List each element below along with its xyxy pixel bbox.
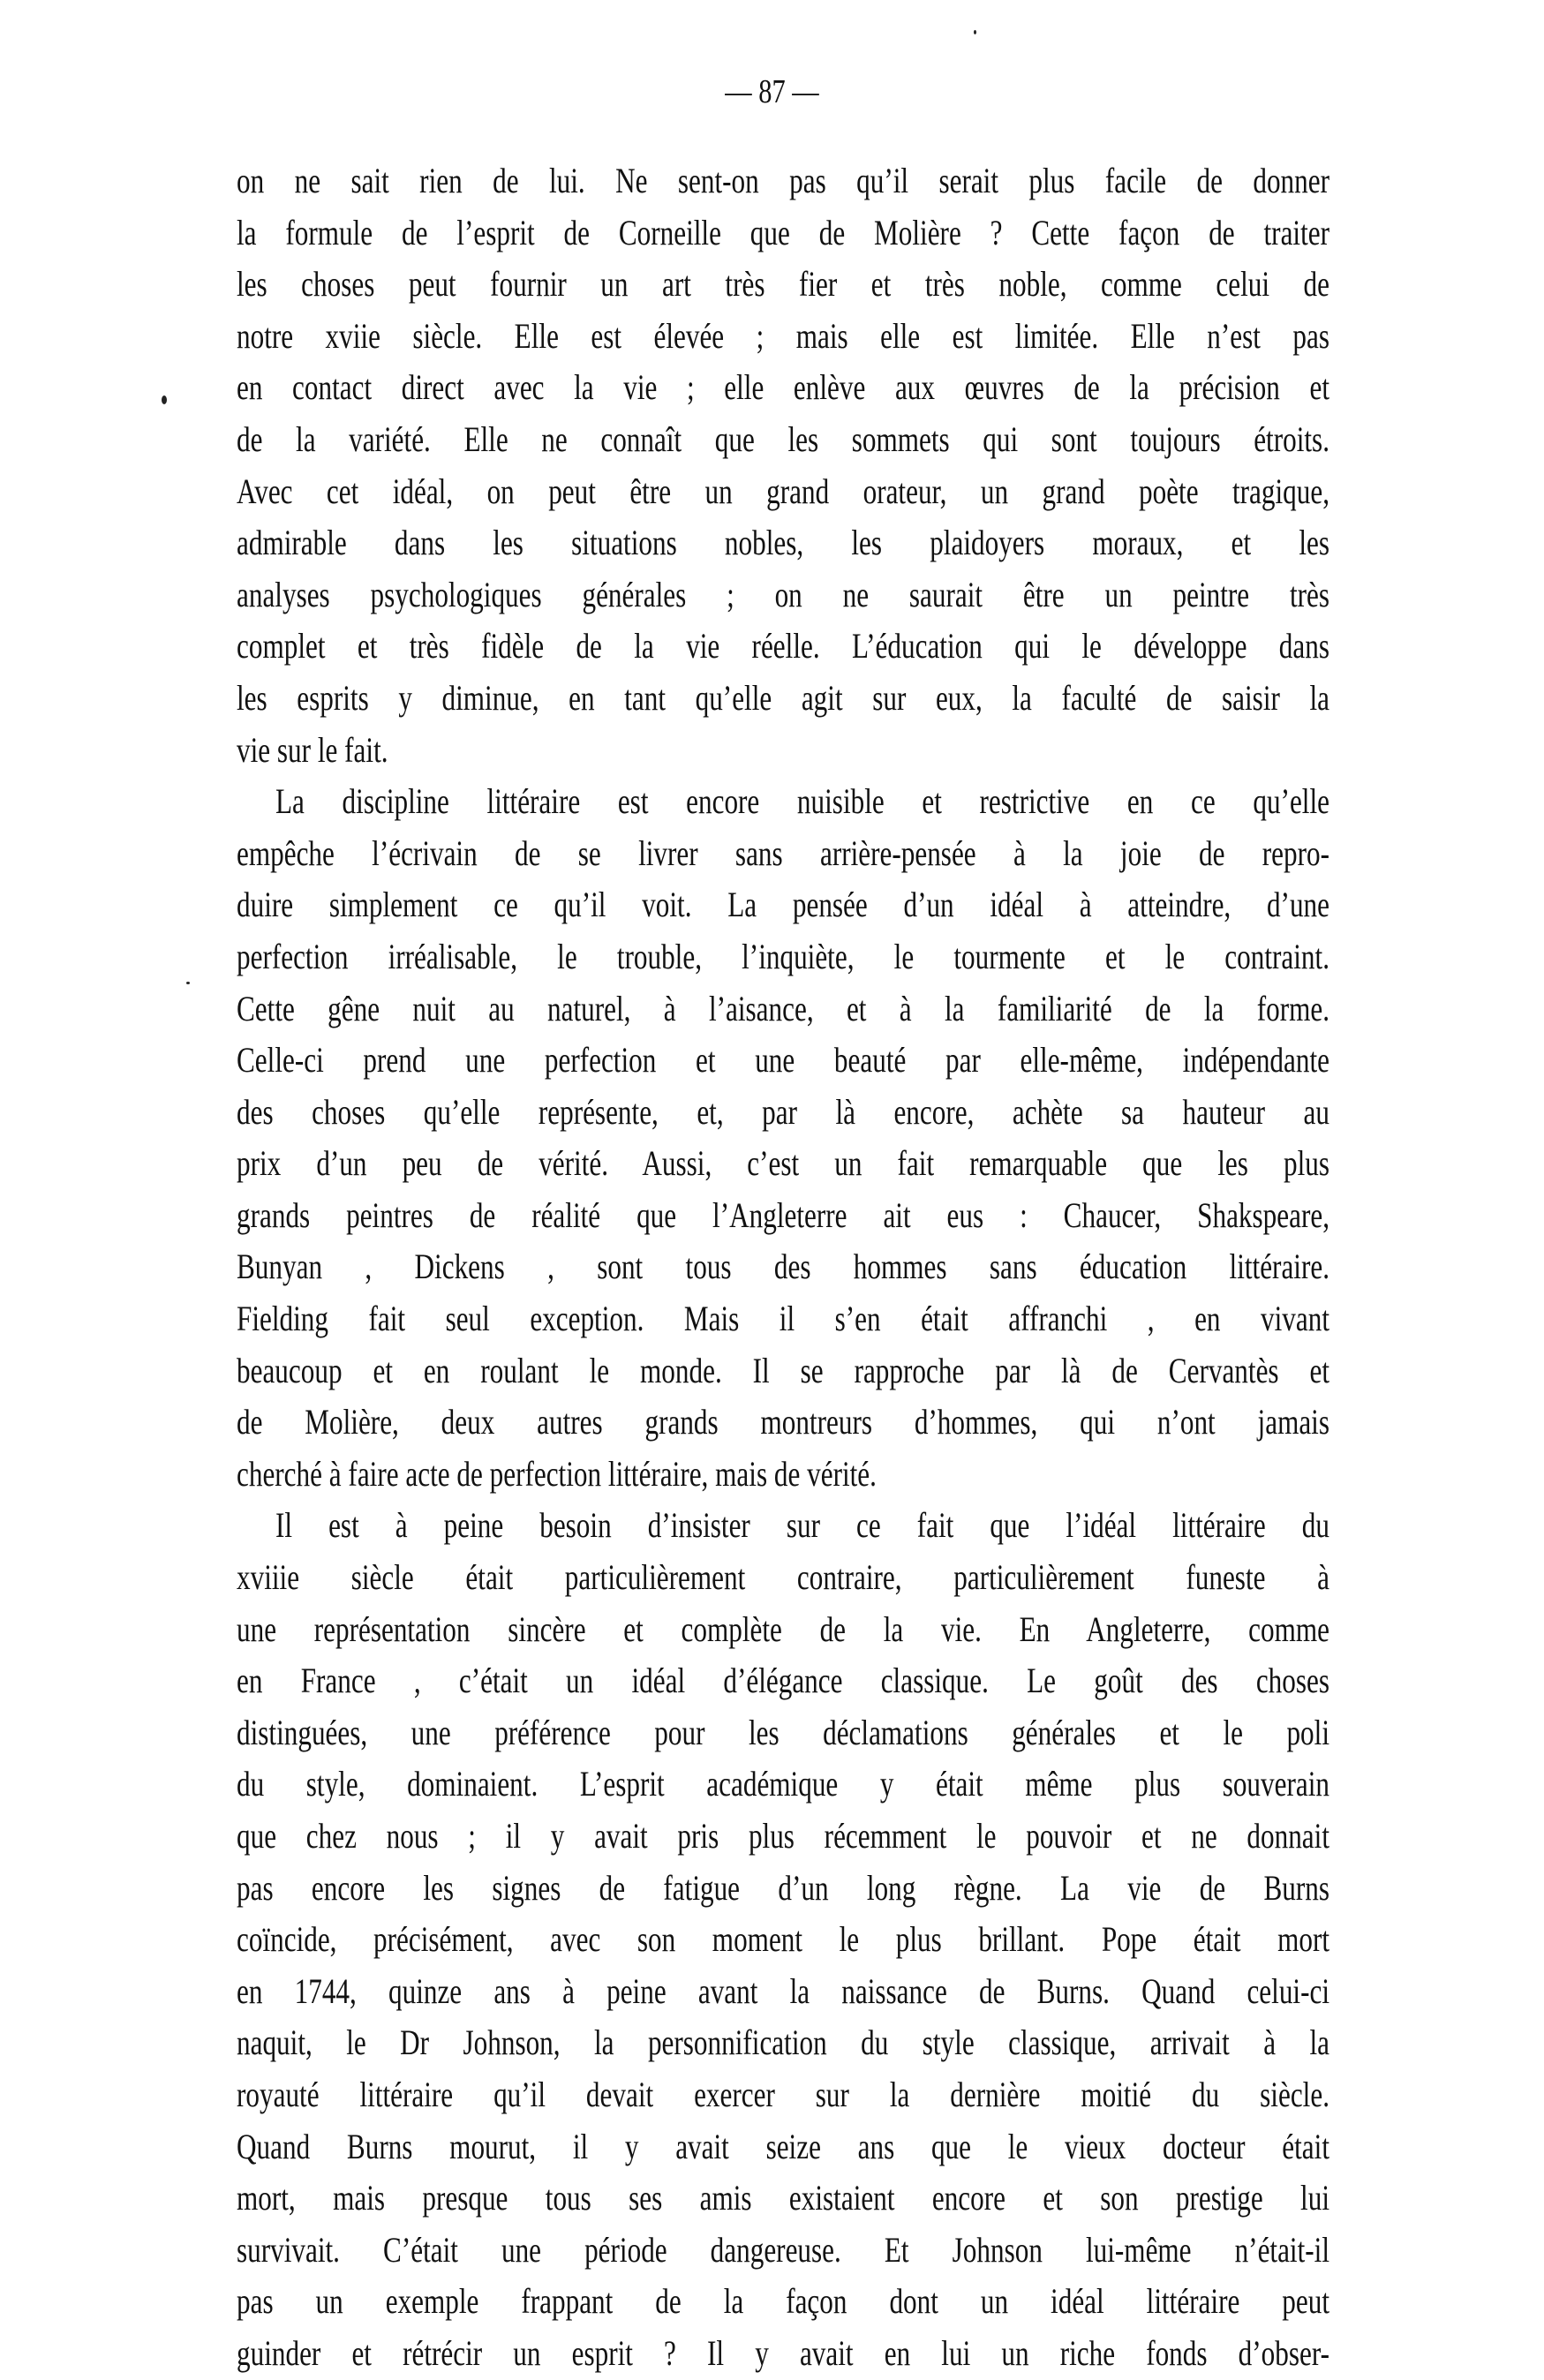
text-line: La discipline littéraire est encore nuisible et restrictive en ce qu’elle xyxy=(275,781,1329,822)
text-line: Fielding fait seul exception. Mais il s’en était affranchi , en vivant xyxy=(237,1299,1330,1339)
text-line: les esprits y diminue, en tant qu’elle agit sur eux, la faculté de saisir la xyxy=(237,677,1329,718)
text-line: Cette gêne nuit au naturel, à l’aisance, et à la familiarité de la forme. xyxy=(237,988,1329,1028)
text-line: grands peintres de réalité que l’Angleterre ait eus : Chaucer, Shakspeare, xyxy=(237,1194,1329,1235)
text-line: les choses peut fournir un art très fier et très noble, comme celui de xyxy=(237,264,1329,305)
text-line: mort, mais presque tous ses amis existaient encore et son prestige lui xyxy=(237,2178,1330,2218)
text-line: beaucoup et en roulant le monde. Il se rapproche par là de Cervantès et xyxy=(237,1350,1330,1390)
text-line: pas encore les signes de fatigue d’un long règne. La vie de Burns xyxy=(237,1867,1330,1908)
text-line: xviiie siècle était particulièrement contraire, particulièrement funeste à xyxy=(237,1557,1329,1598)
text-line: Celle-ci prend une perfection et une beauté par elle-même, indépendante xyxy=(237,1040,1329,1081)
text-line: admirable dans les situations nobles, les plaidoyers moraux, et les xyxy=(237,523,1329,563)
text-line: une représentation sincère et complète de la vie. En Angleterre, comme xyxy=(237,1608,1330,1649)
text-line: notre xviie siècle. Elle est élevée ; mais elle est limitée. Elle n’est pas xyxy=(237,315,1330,356)
scan-mark xyxy=(974,30,976,34)
text-line: que chez nous ; il y avait pris plus récemment le pouvoir et ne donnait xyxy=(237,1816,1329,1856)
text-line: en contact direct avec la vie ; elle enlève aux œuvres de la précision et xyxy=(237,367,1330,408)
text-line: cherché à faire acte de perfection littéraire, mais de vérité. xyxy=(237,1453,877,1494)
text-line: complet et très fidèle de la vie réelle. L’éducation qui le développe dans xyxy=(237,626,1329,667)
text-line: vie sur le fait. xyxy=(237,729,388,770)
text-line: de la variété. Elle ne connaît que les sommets qui sont toujours étroits. xyxy=(237,418,1329,459)
text-line: duire simplement ce qu’il voit. La pensée d’un idéal à atteindre, d’une xyxy=(237,885,1329,925)
text-line: en France , c’était un idéal d’élégance classique. Le goût des choses xyxy=(237,1661,1330,1701)
text-line: de Molière, deux autres grands montreurs d’hommes, qui n’ont jamais xyxy=(237,1402,1330,1442)
text-line: empêche l’écrivain de se livrer sans arrière-pensée à la joie de repro- xyxy=(237,832,1329,873)
text-line: survivait. C’était une période dangereuse. Et Johnson lui-même n’était-il xyxy=(237,2229,1329,2270)
text-line: en 1744, quinze ans à peine avant la naissance de Burns. Quand celui-ci xyxy=(237,1970,1330,2011)
text-line: coïncide, précisément, avec son moment le plus brillant. Pope était mort xyxy=(237,1919,1330,1960)
text-line: royauté littéraire qu’il devait exercer sur la dernière moitié du siècle. xyxy=(237,2074,1329,2114)
text-line: analyses psychologiques générales ; on ne saurait être un peintre très xyxy=(237,574,1329,614)
text-line: distinguées, une préférence pour les déclamations générales et le poli xyxy=(237,1712,1330,1752)
text-line: Quand Burns mourut, il y avait seize ans que le vieux docteur était xyxy=(237,2126,1329,2166)
text-line: perfection irréalisable, le trouble, l’inquiète, le tourmente et le contraint. xyxy=(237,936,1329,976)
text-line: Bunyan , Dickens , sont tous des hommes sans éducation littéraire. xyxy=(237,1246,1330,1287)
body-text xyxy=(237,155,1329,2380)
text-line: des choses qu’elle représente, et, par là encore, achète sa hauteur au xyxy=(237,1091,1330,1132)
text-line: pas un exemple frappant de la façon dont un idéal littéraire peut xyxy=(237,2281,1330,2322)
scan-mark xyxy=(162,395,167,404)
text-line: naquit, le Dr Johnson, la personnification du style classique, arrivait à la xyxy=(237,2022,1329,2063)
text-line: du style, dominaient. L’esprit académique y était même plus souverain xyxy=(237,1764,1329,1804)
text-line: guinder et rétrécir un esprit ? Il y avait en lui un riche fonds d’obser- xyxy=(237,2332,1329,2373)
text-line: Avec cet idéal, on peut être un grand orateur, un grand poète tragique, xyxy=(237,471,1330,511)
text-line: Il est à peine besoin d’insister sur ce fait que l’idéal littéraire du xyxy=(275,1505,1329,1546)
text-line: on ne sait rien de lui. Ne sent-on pas qu’il serait plus facile de donner xyxy=(237,161,1330,200)
scan-mark xyxy=(186,982,190,984)
text-line: prix d’un peu de vérité. Aussi, c’est un fait remarquable que les plus xyxy=(237,1143,1329,1184)
text-line: la formule de l’esprit de Corneille que de Molière ? Cette façon de traiter xyxy=(237,212,1330,252)
page-number: — 87 — xyxy=(725,73,819,110)
